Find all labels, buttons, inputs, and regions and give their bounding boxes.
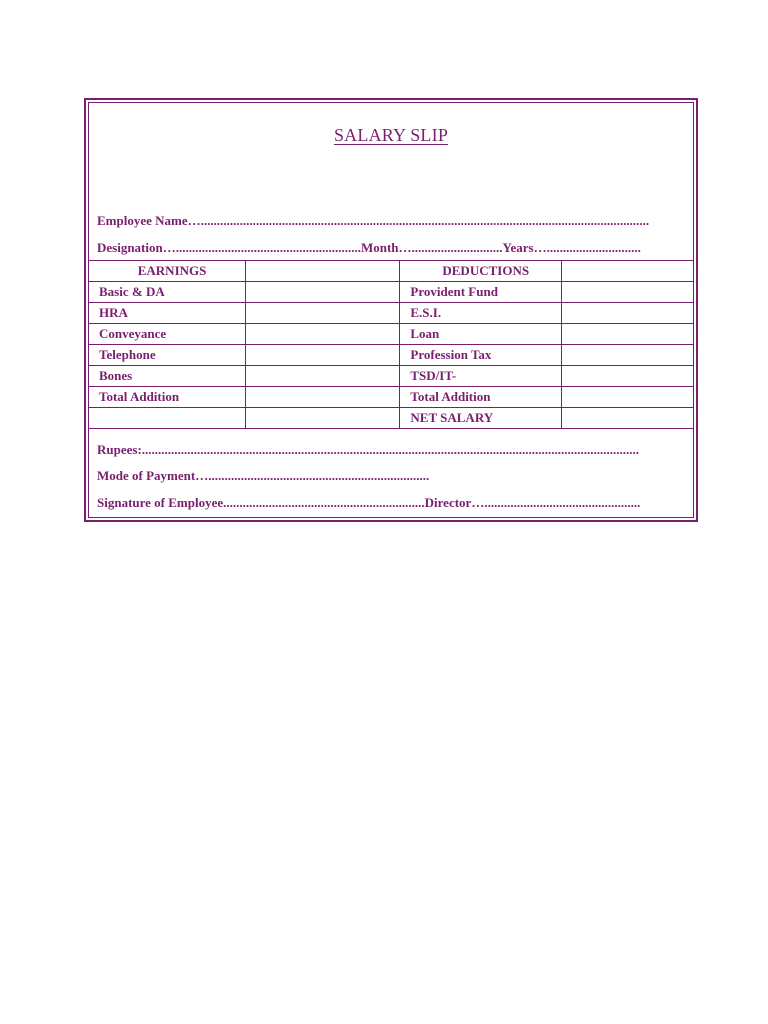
net-salary-amount-cell [562, 408, 693, 429]
earning-amount-cell [246, 282, 400, 303]
deduction-amount-cell [562, 366, 693, 387]
deduction-amount-cell [562, 324, 693, 345]
deduction-amount-cell [562, 345, 693, 366]
earnings-amount-header-cell [246, 261, 400, 282]
signature-line: Signature of Employee..............................................................Director…................................................ [97, 495, 641, 510]
employee-name-line: Employee Name….......................................................................................................................................... [97, 213, 650, 228]
earning-label [89, 408, 246, 429]
designation-line: Designation….........................................................Month…............................Years…............................. [97, 240, 641, 255]
table-row [89, 324, 693, 345]
earning-amount-cell [246, 303, 400, 324]
table-header-row [89, 261, 693, 282]
earning-label: Total Addition [89, 387, 246, 408]
deduction-amount-cell [562, 387, 693, 408]
deduction-label: Provident Fund [400, 282, 562, 303]
salary-slip-frame [84, 98, 698, 522]
table-row [89, 408, 693, 429]
page-title [89, 125, 693, 146]
deduction-amount-cell [562, 282, 693, 303]
deductions-header: DEDUCTIONS [400, 261, 562, 282]
net-salary-label: NET SALARY [400, 408, 562, 429]
table-row [89, 366, 693, 387]
salary-table [89, 260, 693, 429]
table-row [89, 282, 693, 303]
rupees-line: Rupees:......................................................................................................................................................... [97, 442, 640, 457]
earning-label: Bones [89, 366, 246, 387]
deduction-label: TSD/IT- [400, 366, 562, 387]
earning-label: Telephone [89, 345, 246, 366]
earning-label: Conveyance [89, 324, 246, 345]
earnings-header: EARNINGS [89, 261, 246, 282]
earning-amount-cell [246, 345, 400, 366]
earning-amount-cell [246, 324, 400, 345]
deduction-label: Profession Tax [400, 345, 562, 366]
deduction-label: E.S.I. [400, 303, 562, 324]
table-row [89, 345, 693, 366]
earning-amount-cell [246, 408, 400, 429]
table-row [89, 303, 693, 324]
deductions-amount-header-cell [562, 261, 693, 282]
earning-amount-cell [246, 366, 400, 387]
deduction-label: Total Addition [400, 387, 562, 408]
title-text: SALARY SLIP [333, 125, 449, 145]
deduction-label: Loan [400, 324, 562, 345]
salary-slip-inner-border [88, 102, 694, 518]
mode-of-payment-line: Mode of Payment….................................................................... [97, 468, 430, 483]
earning-amount-cell [246, 387, 400, 408]
table-row [89, 387, 693, 408]
deduction-amount-cell [562, 303, 693, 324]
earning-label: HRA [89, 303, 246, 324]
earning-label: Basic & DA [89, 282, 246, 303]
